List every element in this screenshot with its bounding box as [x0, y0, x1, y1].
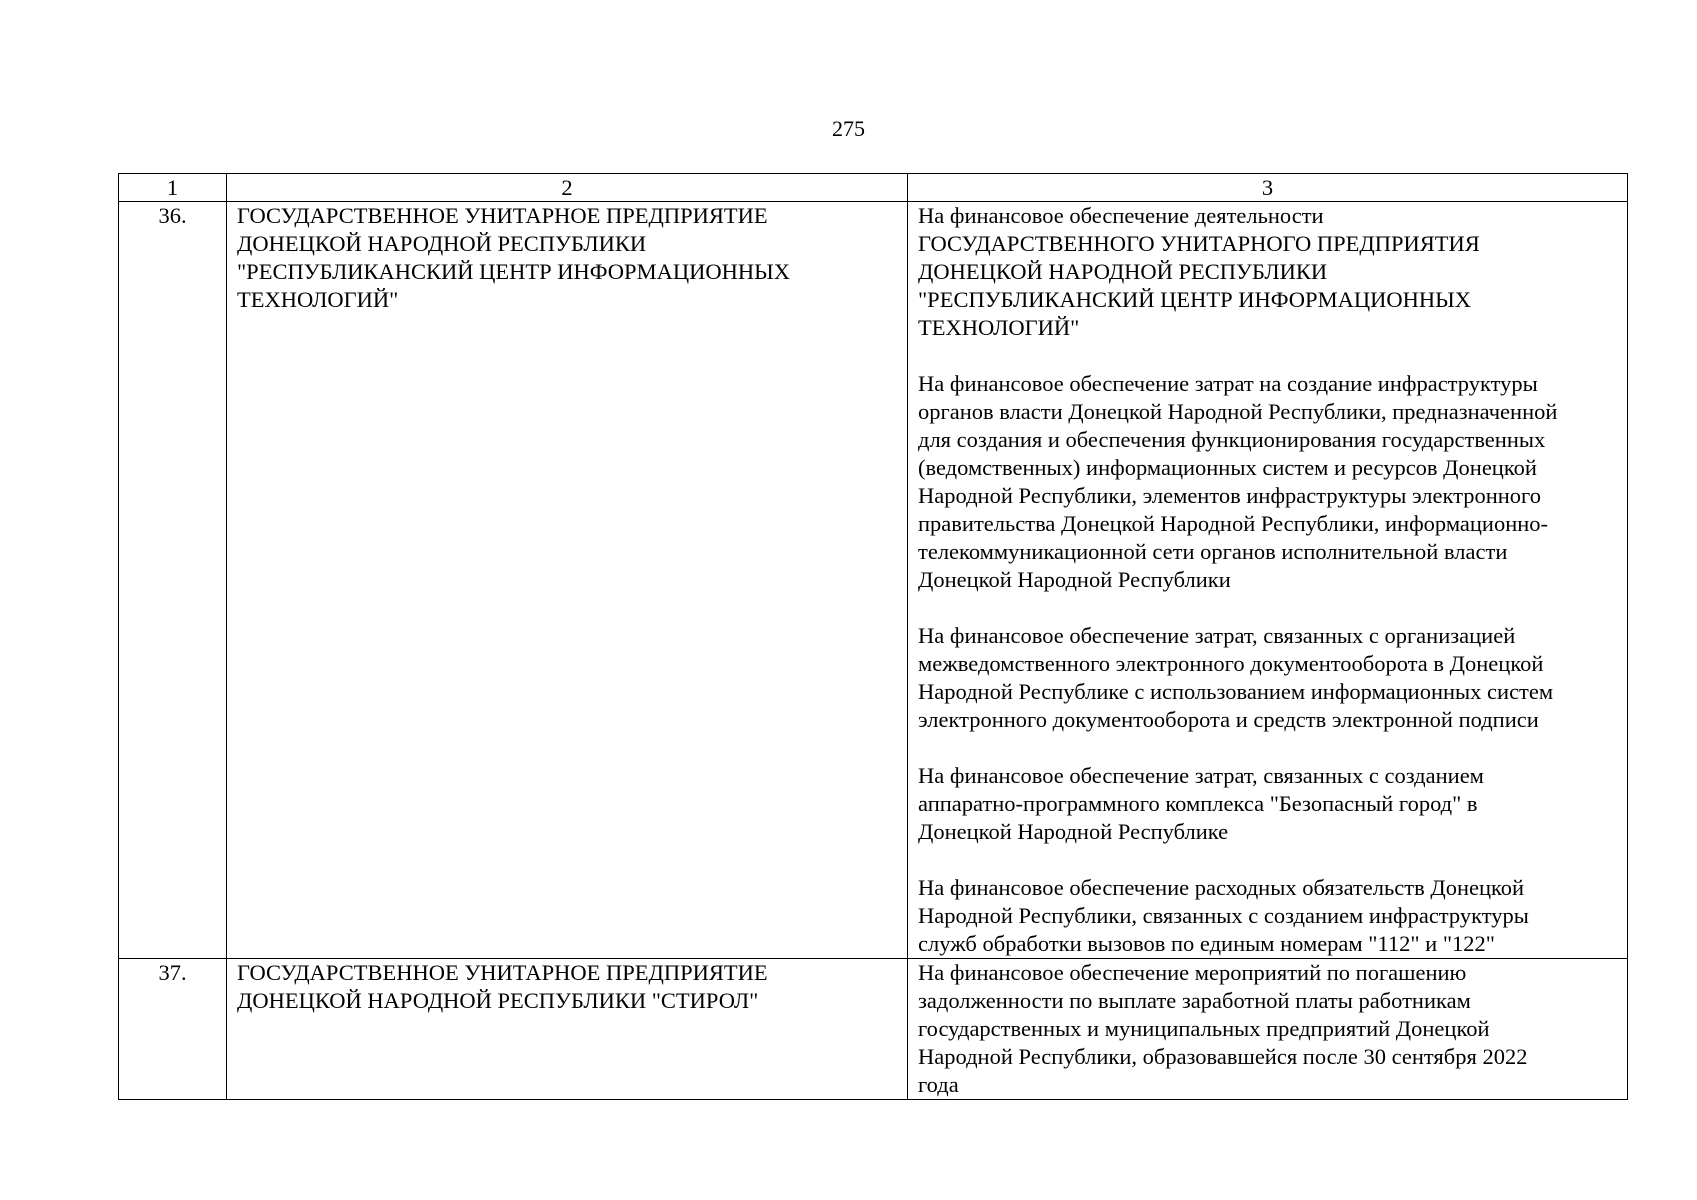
purpose-cell [908, 959, 1628, 1100]
column-header-3: 3 [908, 174, 1628, 202]
table-row [119, 959, 1628, 1100]
column-header-2: 2 [227, 174, 908, 202]
purpose-paragraph: На финансовое обеспечение затрат на создание инфраструктуры органов власти Донецкой Народной Республики, предназначенной для создания и обеспечения функционирования государственных (ведомственных) информационных систем и ресурсов Донецкой Народной Республики, элементов инфраструктуры электронного правительства Донецкой Народной Республики, информационно- телекоммуникационной сети органов исполнительной власти Донецкой Народной Республики [918, 371, 1558, 592]
purpose-paragraph: На финансовое обеспечение деятельности ГОСУДАРСТВЕННОГО УНИТАРНОГО ПРЕДПРИЯТИЯ ДОНЕЦКОЙ НАРОДНОЙ РЕСПУБЛИКИ "РЕСПУБЛИКАНСКИЙ ЦЕНТР ИНФОРМАЦИОННЫХ ТЕХНОЛОГИЙ" [918, 203, 1480, 340]
organization-text: ГОСУДАРСТВЕННОЕ УНИТАРНОЕ ПРЕДПРИЯТИЕ ДОНЕЦКОЙ НАРОДНОЙ РЕСПУБЛИКИ "РЕСПУБЛИКАНСКИЙ ЦЕНТР ИНФОРМАЦИОННЫХ ТЕХНОЛОГИЙ" [237, 203, 790, 312]
table-row [119, 202, 1628, 959]
organization-name [227, 202, 908, 959]
page-number: 275 [832, 116, 865, 141]
allocation-table [118, 173, 1628, 1100]
purpose-paragraph: На финансовое обеспечение затрат, связанных с созданием аппаратно-программного комплекса "Безопасный город" в Донецкой Народной Республике [918, 763, 1484, 844]
purpose-paragraph: На финансовое обеспечение затрат, связанных с организацией межведомственного электронного документооборота в Донецкой Народной Республике с использованием информационных систем электронного документооборота и средств электронной подписи [918, 623, 1554, 732]
purpose-cell [908, 202, 1628, 959]
organization-text: ГОСУДАРСТВЕННОЕ УНИТАРНОЕ ПРЕДПРИЯТИЕ ДОНЕЦКОЙ НАРОДНОЙ РЕСПУБЛИКИ "СТИРОЛ" [237, 960, 768, 1013]
table-header-row [119, 174, 1628, 202]
purpose-paragraph: На финансовое обеспечение расходных обязательств Донецкой Народной Республики, связанных с созданием инфраструктуры служб обработки вызовов по единым номерам "112" и "122" [918, 875, 1529, 956]
row-number: 36. [119, 202, 227, 959]
column-header-1: 1 [119, 174, 227, 202]
row-number: 37. [119, 959, 227, 1100]
purpose-paragraph: На финансовое обеспечение мероприятий по погашению задолженности по выплате заработной платы работникам государственных и муниципальных предприятий Донецкой Народной Республики, образовавшейся после 30 сентября 2022 года [918, 960, 1528, 1097]
organization-name [227, 959, 908, 1100]
